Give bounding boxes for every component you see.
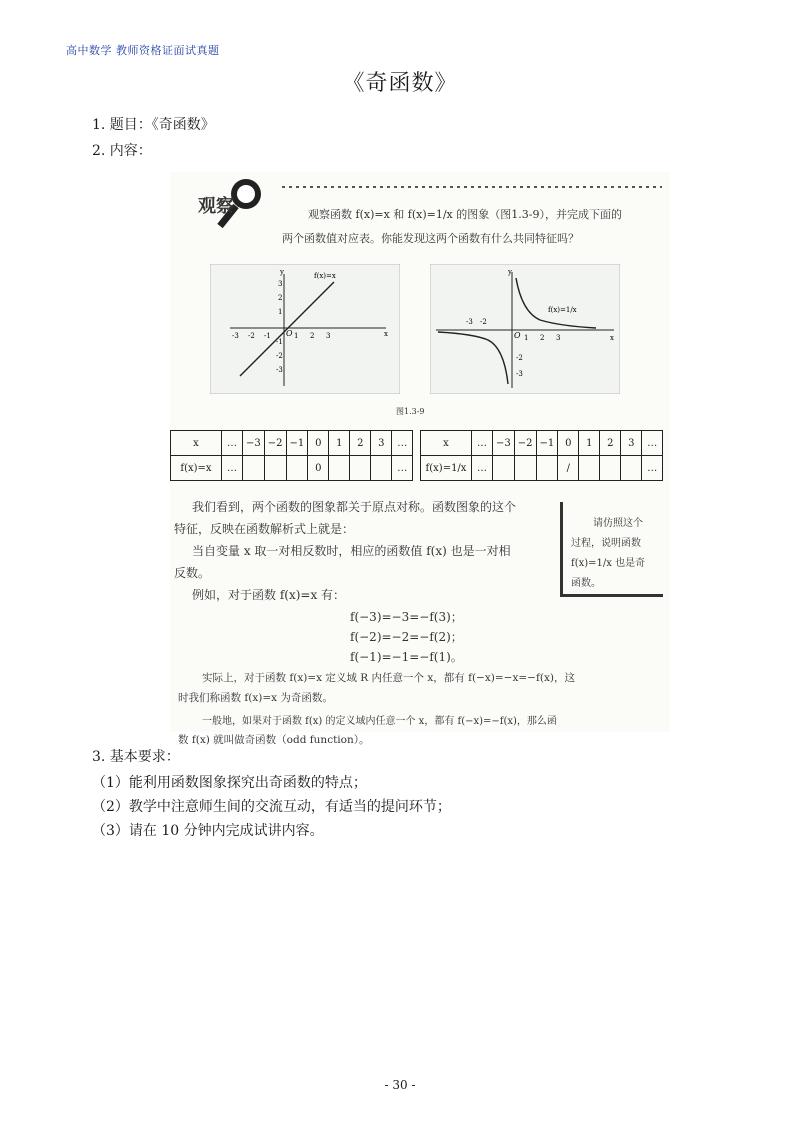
table-cell [536, 456, 558, 481]
body-line-6: 实际上，对于函数 f(x)=x 定义域 R 内任意一个 x，都有 f(−x)=−x=−f(x)，这 [202, 672, 575, 684]
equation-2: f(−2)=−2=−f(2)； [350, 630, 463, 644]
requirements-heading: 3. 基本要求： [92, 749, 180, 765]
body-line-3: 当自变量 x 取一对相反数时，相应的函数值 f(x) 也是一对相 [192, 544, 511, 558]
table-cell: f(x)=1/x [421, 456, 472, 481]
note-line: 请仿照这个 [593, 518, 643, 529]
table-cell: 1 [579, 431, 600, 456]
note-line: f(x)=1/x 也是奇 [571, 558, 646, 569]
body-line-4: 反数。 [174, 566, 211, 580]
table-cell: f(x)=x [171, 456, 222, 481]
graph-fx-x [210, 264, 400, 394]
body-line-7: 时我们称函数 f(x)=x 为奇函数。 [178, 692, 333, 704]
graph1-label: f(x)=x [314, 272, 336, 280]
svg-text:1: 1 [278, 308, 283, 316]
table-cell: x [171, 431, 222, 456]
margin-note [560, 502, 663, 597]
table-cell: … [222, 431, 243, 456]
table-cell: −1 [286, 431, 308, 456]
table-cell [243, 456, 265, 481]
table-row [171, 431, 413, 456]
requirement-item: （3）请在 10 分钟内完成试讲内容。 [92, 823, 324, 839]
svg-text:-1: -1 [276, 338, 283, 346]
table-cell: x [421, 431, 472, 456]
table-row [421, 456, 663, 481]
svg-text:1: 1 [524, 334, 529, 342]
table-cell: … [392, 456, 413, 481]
table-cell: … [472, 456, 493, 481]
header-label: 高中数学 教师资格证面试真题 [66, 44, 220, 57]
table-cell: … [392, 431, 413, 456]
table-cell [329, 456, 350, 481]
table-cell: −3 [243, 431, 265, 456]
table-cell [493, 456, 515, 481]
body-line-5: 例如，对于函数 f(x)=x 有： [192, 588, 346, 602]
table-cell: −2 [264, 431, 286, 456]
svg-text:-3: -3 [466, 318, 473, 326]
graph-fx-reciprocal [430, 264, 620, 394]
table-cell [600, 456, 621, 481]
svg-text:-3: -3 [276, 366, 283, 374]
observe-text-2: 两个函数值对应表。你能发现这两个函数有什么共同特征吗？ [282, 232, 579, 245]
table-cell [286, 456, 308, 481]
table-cell: −2 [514, 431, 536, 456]
table-cell: … [642, 431, 663, 456]
svg-text:3: 3 [326, 332, 331, 340]
table-cell: … [472, 431, 493, 456]
svg-text:3: 3 [556, 334, 561, 342]
requirement-item: （2）教学中注意师生间的交流互动，有适当的提问环节； [92, 799, 451, 815]
table-cell: 2 [600, 431, 621, 456]
table-cell: 3 [371, 431, 392, 456]
note-line: 函数。 [571, 578, 601, 589]
table-cell [514, 456, 536, 481]
observe-label: 观察 [198, 196, 234, 217]
table-cell: −1 [536, 431, 558, 456]
svg-text:-2: -2 [276, 352, 283, 360]
svg-text:O: O [514, 331, 521, 340]
table-cell [579, 456, 600, 481]
table-cell: 0 [308, 456, 329, 481]
figure-caption: 图1.3-9 [396, 407, 425, 416]
table-cell: 3 [621, 431, 642, 456]
svg-text:-1: -1 [264, 332, 271, 340]
svg-text:y: y [280, 268, 284, 276]
svg-text:-2: -2 [516, 354, 523, 362]
content-heading: 2. 内容： [92, 143, 152, 159]
svg-text:y: y [508, 268, 512, 276]
dotted-rule [282, 184, 662, 190]
equation-1: f(−3)=−3=−f(3)； [350, 610, 463, 624]
table-cell: 1 [329, 431, 350, 456]
table-cell [371, 456, 392, 481]
svg-text:-2: -2 [248, 332, 255, 340]
svg-text:x: x [610, 334, 614, 342]
svg-text:-2: -2 [480, 318, 487, 326]
table-cell: 0 [558, 431, 579, 456]
table-cell: −3 [493, 431, 515, 456]
body-line-9: 数 f(x) 就叫做奇函数（odd function）。 [178, 734, 370, 746]
svg-text:2: 2 [310, 332, 315, 340]
value-table-fx-x [170, 430, 413, 481]
table-cell [350, 456, 371, 481]
value-table-fx-reciprocal [420, 430, 663, 481]
svg-text:-3: -3 [232, 332, 239, 340]
svg-text:2: 2 [278, 294, 283, 302]
page-number: - 30 - [384, 1078, 416, 1092]
svg-text:2: 2 [540, 334, 545, 342]
requirement-item: （1）能利用函数图象探究出奇函数的特点； [92, 775, 367, 791]
table-cell: … [642, 456, 663, 481]
note-line: 过程，说明函数 [571, 538, 641, 549]
svg-text:1: 1 [294, 332, 299, 340]
table-cell: / [558, 456, 579, 481]
svg-text:x: x [384, 330, 388, 338]
svg-text:O: O [286, 329, 293, 338]
table-cell: 0 [308, 431, 329, 456]
textbook-excerpt [170, 172, 670, 746]
table-cell [621, 456, 642, 481]
body-line-8: 一般地，如果对于函数 f(x) 的定义域内任意一个 x，都有 f(−x)=−f(x)，那么函 [202, 716, 557, 727]
topic-line: 1. 题目：《奇函数》 [92, 117, 215, 133]
graph2-label: f(x)=1/x [548, 306, 577, 314]
svg-text:3: 3 [278, 280, 283, 288]
table-cell: 2 [350, 431, 371, 456]
table-cell [264, 456, 286, 481]
table-row [171, 456, 413, 481]
observe-text-1: 观察函数 f(x)=x 和 f(x)=1/x 的图象（图1.3-9），并完成下面的 [308, 208, 622, 221]
body-line-2: 特征，反映在函数解析式上就是： [174, 522, 355, 536]
table-row [421, 431, 663, 456]
table-cell: … [222, 456, 243, 481]
page-title: 《奇函数》 [342, 71, 458, 96]
body-line-1: 我们看到，两个函数的图象都关于原点对称。函数图象的这个 [192, 500, 517, 514]
svg-text:-3: -3 [516, 370, 523, 378]
equation-3: f(−1)=−1=−f(1)。 [350, 650, 463, 664]
